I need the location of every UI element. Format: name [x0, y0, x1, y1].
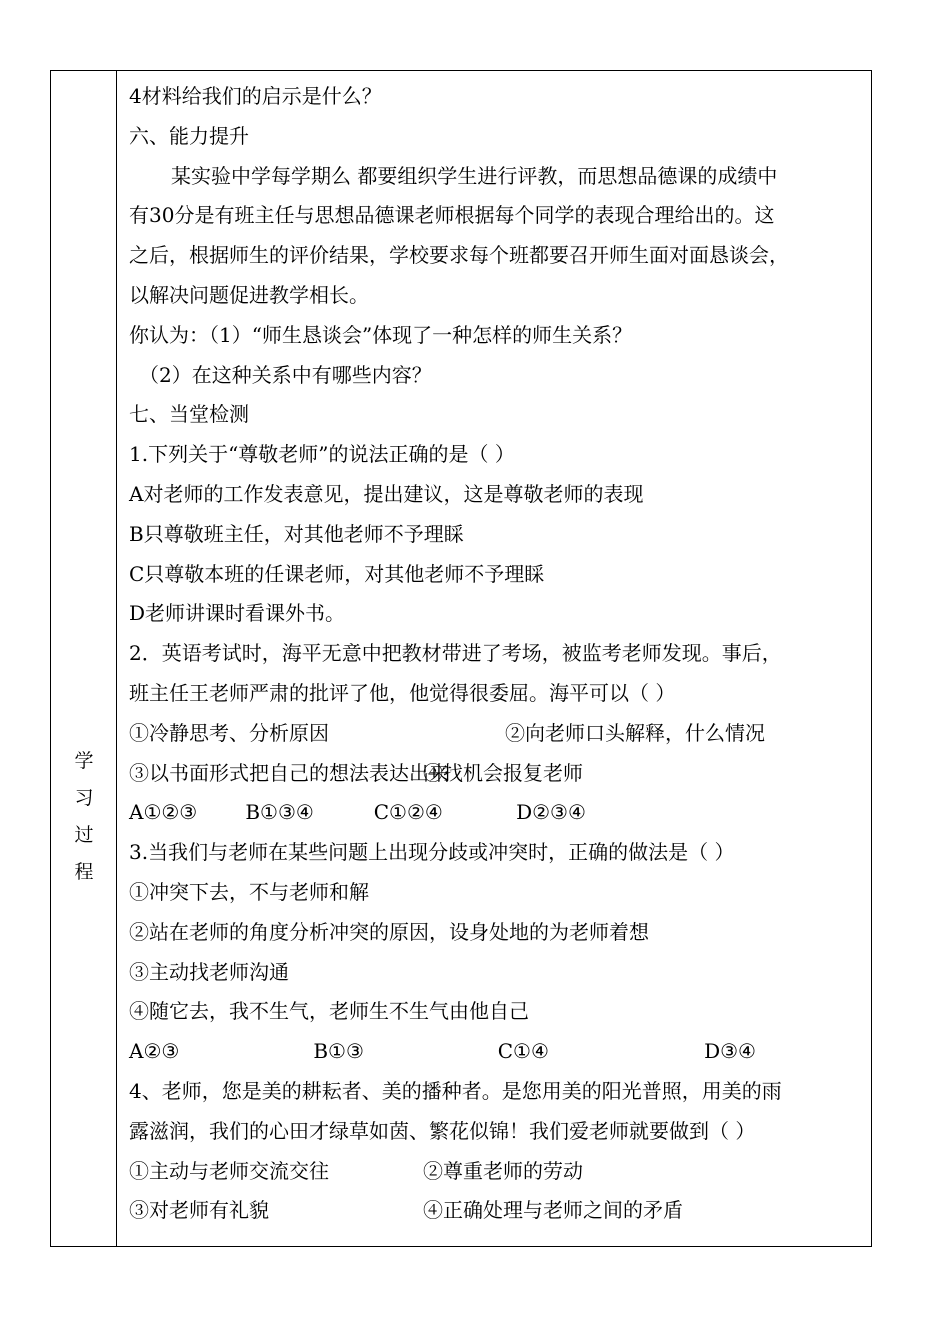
side-label-char: 程	[74, 861, 94, 883]
side-label	[51, 743, 117, 891]
q1-option: A对老师的工作发表意见，提出建议，这是尊敬老师的表现	[129, 481, 644, 506]
question-ask-2: （2）在这种关系中有哪些内容？	[139, 362, 432, 387]
q3-option: ①冲突下去，不与老师和解	[129, 879, 369, 904]
q3-stem: 3.当我们与老师在某些问题上出现分歧或冲突时，正确的做法是（ ）	[129, 840, 735, 865]
q2-answer: A①②③	[129, 800, 198, 825]
q1-option: D老师讲课时看课外书。	[129, 601, 346, 626]
q2-stem: 2．英语考试时，海平无意中把教材带进了考场，被监考老师发现。事后，	[129, 641, 782, 666]
q3-answer: C①④	[497, 1039, 549, 1064]
scenario-paragraph-line: 有30分是有班主任与思想品德课老师根据每个同学的表现合理给出的。这	[129, 203, 775, 228]
q2-option: ③以书面形式把自己的想法表达出来	[129, 760, 449, 785]
q4-option: ②尊重老师的劳动	[423, 1158, 583, 1183]
q3-answer: A②③	[129, 1039, 180, 1064]
q3-answers-row	[129, 1032, 867, 1072]
q4-option: ①主动与老师交流交往	[129, 1158, 329, 1183]
q4-options-row	[129, 1152, 867, 1192]
lesson-table	[50, 70, 872, 1247]
section-7-title: 七、当堂检测	[129, 402, 249, 427]
scenario-paragraph-line: 以解决问题促进教学相长。	[129, 282, 369, 307]
question-ask-1: 你认为：（1）“师生恳谈会”体现了一种怎样的师生关系？	[129, 322, 633, 347]
q4-stem: 4、老师，您是美的耕耘者、美的播种者。是您用美的阳光普照，用美的雨	[129, 1078, 782, 1103]
q1-stem: 1.下列关于“尊敬老师”的说法正确的是（ ）	[129, 442, 515, 467]
side-label-char: 学	[74, 750, 94, 772]
q2-stem: 班主任王老师严肃的批评了他，他觉得很委屈。海平可以（ ）	[129, 680, 676, 705]
q1-option: C只尊敬本班的任课老师，对其他老师不予理睬	[129, 561, 545, 586]
q2-answer: D②③④	[516, 800, 586, 825]
q2-answers-row	[129, 793, 867, 833]
q3-answer: D③④	[704, 1039, 756, 1064]
q2-option: ④找机会报复老师	[423, 760, 583, 785]
material-question: 4材料给我们的启示是什么？	[129, 84, 382, 108]
q3-answer: B①③	[313, 1039, 364, 1064]
q3-option: ④随它去，我不生气，老师生不生气由他自己	[129, 999, 529, 1024]
q2-answer: B①③④	[245, 800, 314, 825]
q3-option: ③主动找老师沟通	[129, 959, 289, 984]
q2-options-row	[129, 714, 867, 754]
section-6-title: 六、能力提升	[129, 123, 249, 148]
q4-option: ③对老师有礼貌	[129, 1198, 269, 1223]
side-label-char: 过	[74, 824, 94, 846]
content-cell	[129, 77, 867, 1231]
q4-options-row	[129, 1191, 867, 1231]
q1-option: B只尊敬班主任，对其他老师不予理睬	[129, 521, 464, 546]
scenario-paragraph-line: 之后，根据师生的评价结果，学校要求每个班都要召开师生面对面恳谈会，	[129, 243, 789, 268]
scenario-paragraph-line: 某实验中学每学期么 都要组织学生进行评教，而思想品德课的成绩中	[171, 163, 778, 188]
q3-option: ②站在老师的角度分析冲突的原因，设身处地的为老师着想	[129, 919, 649, 944]
q2-answer: C①②④	[373, 800, 443, 825]
q4-option: ④正确处理与老师之间的矛盾	[423, 1198, 683, 1223]
side-label-cell	[51, 71, 117, 1246]
q2-options-row	[129, 754, 867, 794]
q4-stem: 露滋润，我们的心田才绿草如茵、繁花似锦！我们爱老师就要做到（ ）	[129, 1118, 756, 1143]
side-label-char: 习	[74, 787, 94, 809]
q2-option: ②向老师口头解释，什么情况	[505, 720, 765, 745]
q2-option: ①冷静思考、分析原因	[129, 720, 329, 745]
